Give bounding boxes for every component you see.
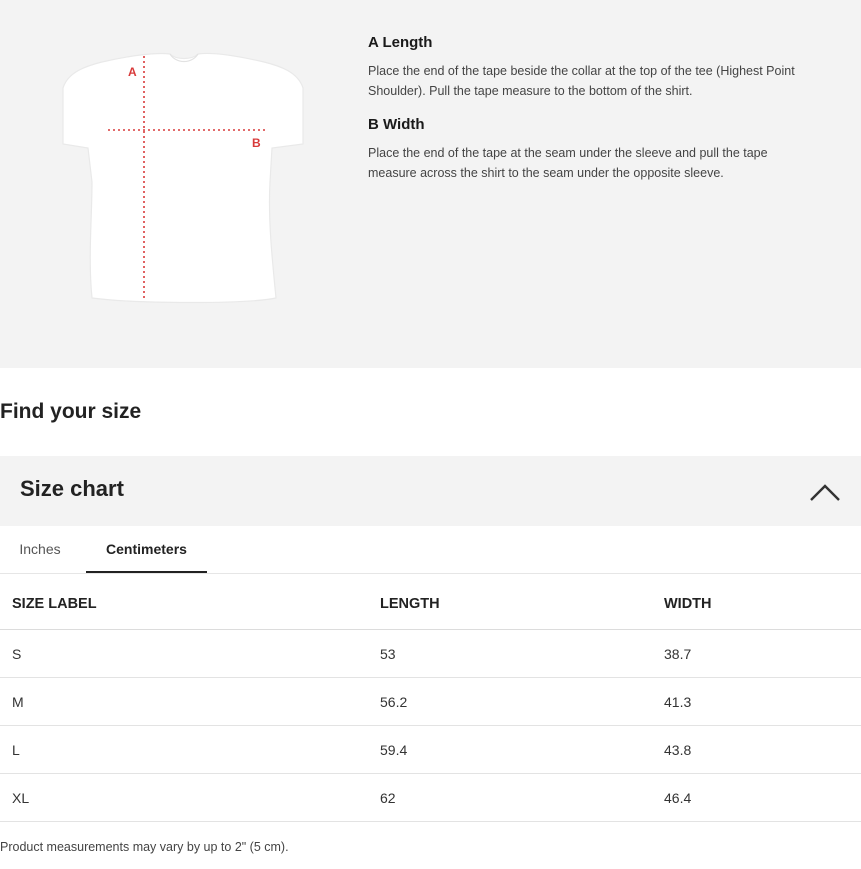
table-row bbox=[0, 630, 861, 678]
width-cell: 43.8 bbox=[652, 726, 861, 774]
measurement-footnote: Product measurements may vary by up to 2" (5 cm). bbox=[0, 840, 289, 854]
width-heading: B Width bbox=[368, 116, 425, 133]
size-table bbox=[0, 579, 861, 822]
tab-centimeters[interactable]: Centimeters bbox=[86, 526, 207, 572]
chevron-up-icon[interactable] bbox=[809, 478, 841, 504]
size-chart-title: Size chart bbox=[20, 476, 124, 501]
table-row bbox=[0, 678, 861, 726]
width-cell: 38.7 bbox=[652, 630, 861, 678]
table-row bbox=[0, 726, 861, 774]
tshirt-diagram bbox=[58, 48, 310, 306]
column-header-length: LENGTH bbox=[368, 579, 652, 630]
table-header-row bbox=[0, 579, 861, 630]
length-cell: 56.2 bbox=[368, 678, 652, 726]
column-header-width: WIDTH bbox=[652, 579, 861, 630]
size-cell: L bbox=[0, 726, 368, 774]
width-cell: 41.3 bbox=[652, 678, 861, 726]
length-cell: 53 bbox=[368, 630, 652, 678]
length-cell: 59.4 bbox=[368, 726, 652, 774]
table-row bbox=[0, 774, 861, 822]
length-cell: 62 bbox=[368, 774, 652, 822]
width-description: Place the end of the tape at the seam under the sleeve and pull the tape measure across the shirt to the seam under the opposite sleeve. bbox=[368, 146, 768, 180]
label-b: B bbox=[252, 136, 261, 150]
length-heading: A Length bbox=[368, 34, 433, 51]
tab-inches[interactable]: Inches bbox=[19, 541, 61, 557]
measurement-instructions bbox=[368, 33, 818, 197]
measurement-guide bbox=[0, 0, 861, 368]
width-cell: 46.4 bbox=[652, 774, 861, 822]
size-cell: M bbox=[0, 678, 368, 726]
tshirt-outline bbox=[63, 53, 303, 302]
size-chart-accordion-header[interactable] bbox=[0, 456, 861, 526]
length-description: Place the end of the tape beside the collar at the top of the tee (Highest Point Shoulder). Pull the tape measure to the bottom of the shirt. bbox=[368, 64, 795, 98]
unit-tabs bbox=[0, 526, 861, 574]
find-your-size-title: Find your size bbox=[0, 400, 142, 423]
size-cell: S bbox=[0, 630, 368, 678]
size-cell: XL bbox=[0, 774, 368, 822]
label-a: A bbox=[128, 65, 137, 79]
column-header-size-label: SIZE LABEL bbox=[0, 579, 368, 630]
